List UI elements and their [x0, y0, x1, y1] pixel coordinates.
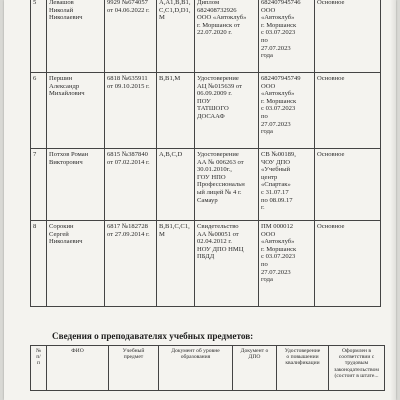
license-categories: В,В1,М	[157, 73, 195, 149]
instructor-name: Сорокин Сергей Николаевич	[47, 221, 105, 307]
license-categories: А,А1,В,В1, С,С1,D,D1, М	[157, 0, 195, 73]
row-number: 5	[31, 0, 47, 73]
teacher-col-name: ФИО	[47, 346, 109, 391]
table-row	[31, 0, 381, 73]
teacher-col-subject: Учебный предмет	[109, 346, 159, 391]
training-certificate: ПМ 000012 ООО «Автоклуб» г. Моршанск с 03.07.2023 по 27.07.2023 года	[259, 221, 315, 307]
employment-status: Основное	[315, 0, 381, 73]
teachers-heading: Сведения о преподавателях учебных предметов:	[52, 331, 254, 341]
row-number: 8	[31, 221, 47, 307]
instructors-table	[30, 0, 381, 307]
table-row	[31, 221, 381, 307]
instructor-name: Першин Александр Михайлович	[47, 73, 105, 149]
teachers-header-row	[31, 346, 385, 391]
instructor-name: Левашов Николай Николаевич	[47, 0, 105, 73]
table-row	[31, 73, 381, 149]
qualification-certificate: Свидетельство АА №00051 от 02.04.2012 г. НОУ ДПО НМЦ ПБДД	[195, 221, 259, 307]
driver-license: 9929 №674057 от 04.06.2022 г.	[105, 0, 157, 73]
instructor-name: Потхов Роман Викторович	[47, 149, 105, 221]
qualification-certificate: Удостоверение АЦ №015639 от 06.09.2009 г. ПОУ ТАТШОГО ДОСААФ	[195, 73, 259, 149]
teacher-col-num: № п/ п	[31, 346, 47, 391]
training-certificate: СВ №00189, ЧОУ ДПО «Учебный центр «Спартак» с 31.07.17 по 08.09.17 г.	[259, 149, 315, 221]
driver-license: 6815 №387840 от 07.02.2014 г.	[105, 149, 157, 221]
teacher-col-dpo: Документ о ДПО	[233, 346, 277, 391]
training-certificate: 682407945746 ООО «Автоклуб» г. Моршанск с 03.07.2023 по 27.07.2023 года	[259, 0, 315, 73]
teacher-col-education: Документ об уровне образования	[159, 346, 233, 391]
row-number: 6	[31, 73, 47, 149]
row-number: 7	[31, 149, 47, 221]
license-categories: В,В1,С,С1, М	[157, 221, 195, 307]
driver-license: 6818 №635911 от 09.10.2015 г.	[105, 73, 157, 149]
table-row	[31, 149, 381, 221]
teachers-table	[30, 345, 385, 391]
license-categories: А,В,С,D	[157, 149, 195, 221]
document-page	[4, 0, 396, 400]
qualification-certificate: Удостоверение АА № 006263 от 30.01.2010г., ГОУ НПО Профессиональн ый лицей № 4 г. Самаур	[195, 149, 259, 221]
employment-status: Основное	[315, 221, 381, 307]
teacher-col-qualification: Удостоверение о повышении квалификации	[277, 346, 329, 391]
employment-status: Основное	[315, 149, 381, 221]
employment-status: Основное	[315, 73, 381, 149]
page-edge-shadow	[390, 0, 396, 400]
teacher-col-employment: Оформлен в соответствии с трудовым законодательством (состоит в штате...	[329, 346, 385, 391]
qualification-certificate: Диплом 682408732926 ООО «Автоклуб» г. Моршанск от 22.07.2020 г.	[195, 0, 259, 73]
driver-license: 6817 №182728 от 27.09.2014 г.	[105, 221, 157, 307]
training-certificate: 682407945749 ООО «Автоклуб» г. Моршанск с 03.07.2023 по 27.07.2023 года	[259, 73, 315, 149]
